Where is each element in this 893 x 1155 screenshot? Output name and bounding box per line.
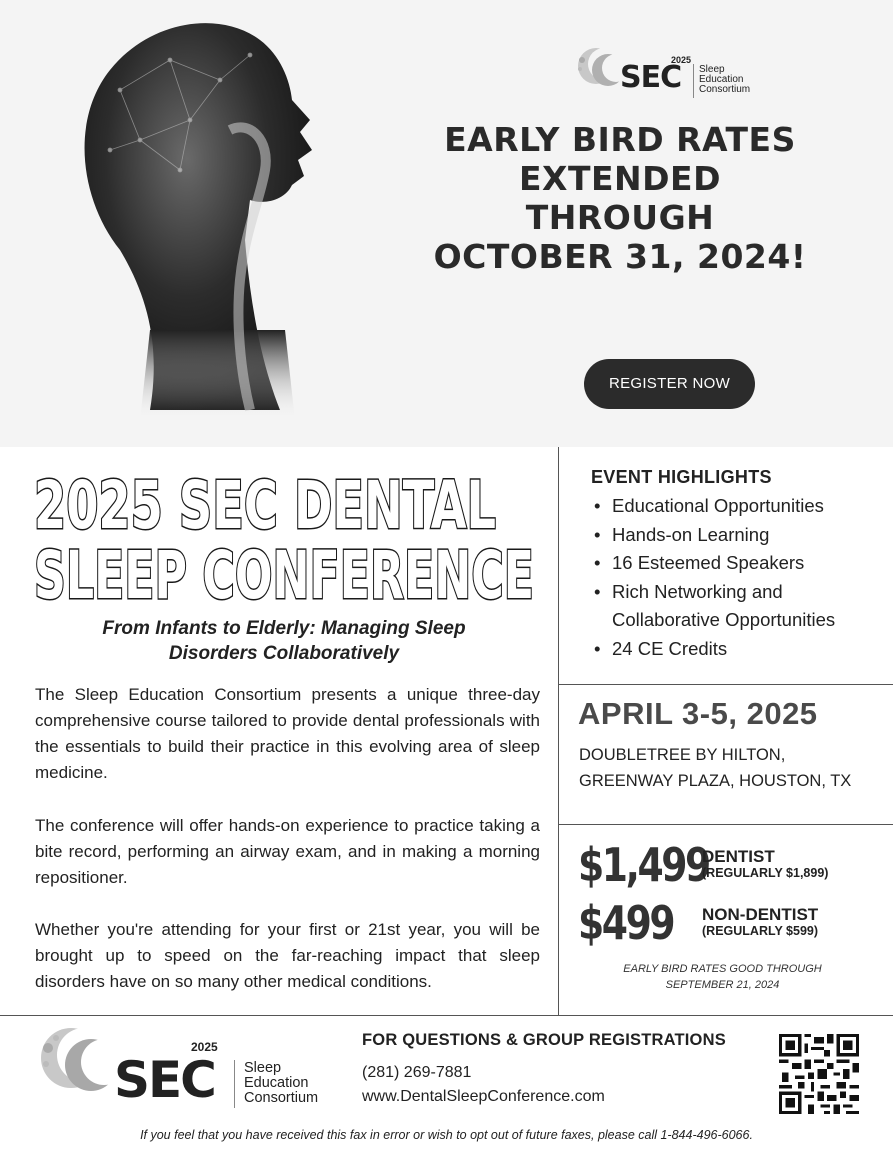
fax-optout-note: If you feel that you have received this fax in error or wish to opt out of future faxes, please call 1-844-496-6066. — [140, 1128, 753, 1142]
logo-acronym: SEC — [620, 60, 682, 95]
conference-title-line2: SLEEP CONFERENCE — [34, 537, 534, 612]
highlight-text: 24 CE Credits — [612, 637, 728, 659]
contact-phone[interactable]: (281) 269-7881 — [362, 1064, 472, 1081]
bullet-icon: • — [594, 637, 601, 659]
logo-year: 2025 — [191, 1040, 218, 1054]
contact-website[interactable]: www.DentalSleepConference.com — [362, 1088, 605, 1105]
headline-line: EXTENDED — [519, 159, 721, 198]
headline-line: OCTOBER 31, 2024! — [433, 237, 807, 276]
bullet-icon: • — [594, 552, 601, 573]
bullet-icon: • — [594, 523, 601, 545]
subtitle-line1: From Infants to Elderly: Managing Sleep — [102, 618, 466, 639]
dentist-price: $1,499 — [578, 838, 709, 892]
highlight-item — [594, 521, 884, 550]
headline-line: EARLY BIRD RATES — [444, 120, 796, 159]
nondentist-regular-price: (REGULARLY $599) — [702, 924, 819, 938]
sec-logo-top — [574, 42, 774, 102]
logo-line1: Sleep — [699, 64, 725, 75]
logo-year: 2025 — [671, 55, 692, 65]
highlights-list — [594, 492, 884, 663]
venue-line2: GREENWAY PLAZA, HOUSTON, TX — [579, 772, 852, 790]
head-illustration — [60, 0, 390, 420]
dentist-label: DENTIST — [702, 847, 775, 866]
nondentist-price: $499 — [578, 896, 674, 950]
highlight-item — [594, 578, 884, 635]
hero-banner — [0, 0, 893, 447]
logo-line1: Sleep — [244, 1060, 282, 1076]
bullet-icon: • — [594, 495, 601, 516]
highlight-item — [594, 492, 884, 521]
highlights-title: EVENT HIGHLIGHTS — [591, 467, 772, 487]
register-now-button[interactable]: REGISTER NOW — [584, 359, 755, 409]
sec-logo-bottom — [36, 1020, 356, 1110]
highlight-item — [594, 549, 884, 578]
conference-title — [30, 462, 540, 612]
dentist-regular-price: (REGULARLY $1,899) — [702, 866, 829, 880]
logo-line3: Consortium — [244, 1090, 319, 1106]
logo-acronym: SEC — [114, 1051, 215, 1109]
event-venue — [579, 742, 851, 794]
venue-line1: DOUBLETREE BY HILTON, — [579, 746, 786, 764]
conference-title-line1: 2025 SEC DENTAL — [34, 467, 496, 544]
subtitle-line2: Disorders Collaboratively — [168, 643, 400, 664]
highlight-text: 16 Esteemed Speakers — [612, 552, 805, 573]
nondentist-label: NON-DENTIST — [702, 905, 819, 924]
qr-code-icon[interactable] — [779, 1034, 859, 1114]
impact-paragraph: Whether you're attending for your first or 21st year, you will be brought up to speed on the far-reaching impact that sleep disorders have on so many other medical conditions. — [35, 920, 540, 991]
footer-divider — [0, 1015, 893, 1016]
highlight-text: Hands-on Learning — [612, 523, 770, 545]
conference-subtitle — [30, 616, 538, 666]
contact-title: FOR QUESTIONS & GROUP REGISTRATIONS — [362, 1031, 726, 1049]
bullet-icon: • — [594, 580, 601, 602]
highlight-text: Educational Opportunities — [612, 495, 824, 516]
handson-paragraph: The conference will offer hands-on experience to practice taking a bite record, performing an airway exam, and in making a morning repositioner. — [35, 816, 540, 887]
early-bird-note — [590, 961, 855, 993]
logo-line3: Consortium — [699, 84, 751, 95]
headline-line: THROUGH — [525, 198, 715, 237]
horizontal-divider — [558, 824, 893, 825]
horizontal-divider — [558, 684, 893, 685]
vertical-divider — [558, 447, 559, 1015]
logo-line2: Education — [244, 1075, 309, 1091]
early-note-line1: EARLY BIRD RATES GOOD THROUGH — [623, 963, 822, 975]
event-date: APRIL 3-5, 2025 — [578, 696, 818, 731]
early-note-line2: SEPTEMBER 21, 2024 — [665, 979, 780, 991]
highlight-text: Rich Networking and Collaborative Opportunities — [612, 580, 836, 630]
highlight-item — [594, 635, 884, 664]
logo-line2: Education — [699, 74, 744, 85]
early-bird-headline — [400, 120, 840, 276]
intro-paragraph: The Sleep Education Consortium presents a unique three-day comprehensive course tailored to provide dental professionals with the essentials to build their practice in this evolving area of sleep medicine. — [35, 685, 540, 782]
